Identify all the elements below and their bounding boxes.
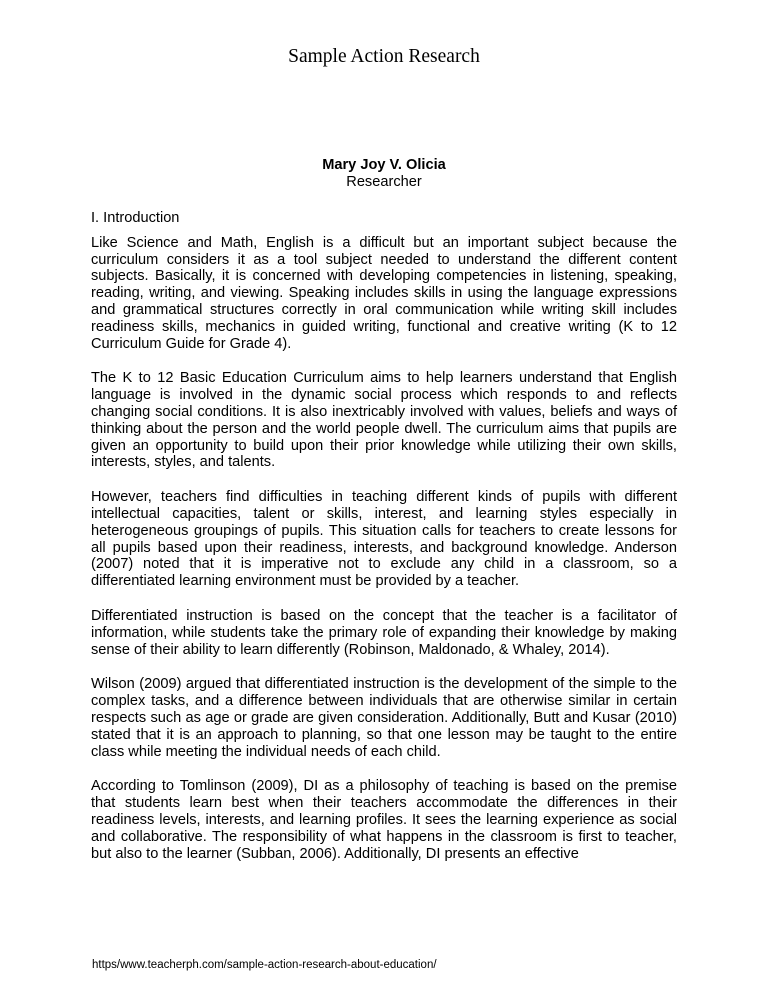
byline [0,157,768,191]
section-heading: I. Introduction [91,210,180,226]
page-footer [92,958,437,972]
paragraph-6: According to Tomlinson (2009), DI as a philosophy of teaching is based on the premise that students learn best when their teachers accommodate the differences in their readiness levels, interests, and learning profiles. It sees the learning experience as social and collaborative. The responsibility of what happens in the classroom is first to teacher, but also to the learner (Subban, 2006). Additionally, DI presents an effective [91,778,677,862]
author-name: Mary Joy V. Olicia [322,157,446,173]
paragraph-1: Like Science and Math, English is a difficult but an important subject because the curriculum considers it as a tool subject needed to understand the different content subjects. Basically, it is concerned with developing competencies in listening, speaking, reading, writing, and viewing. Speaking includes skills in using the language expressions and grammatical structures correctly in oral communication while writing skill includes readiness skills, mechanics in guided writing, functional and creative writing (K to 12 Curriculum Guide for Grade 4). [91,234,677,352]
page-title: Sample Action Research [288,46,480,67]
document-body [91,210,677,880]
paragraph-2: The K to 12 Basic Education Curriculum aims to help learners understand that English language is involved in the dynamic social process which responds to and reflects changing social conditions. It is also inextricably involved with values, beliefs and ways of thinking about the person and the world people dwell. The curriculum aims that pupils are given an opportunity to build upon their prior knowledge while utilizing their own skills, interests, styles, and talents. [91,370,677,471]
paragraph-4: Differentiated instruction is based on the concept that the teacher is a facilitator of information, while students take the primary role of expanding their knowledge by making sense of their ability to learn differently (Robinson, Maldonado, & Whaley, 2014). [91,607,677,658]
author-role: Researcher [346,174,422,190]
paragraph-3: However, teachers find difficulties in teaching different kinds of pupils with different intellectual capacities, talent or skills, interest, and learning styles especially in heterogeneous groupings of pupils. This situation calls for teachers to create lessons for all pupils based upon their readiness, interests, and background knowledge. Anderson (2007) noted that it is imperative not to exclude any child in a classroom, so a differentiated learning environment must be provided by a teacher. [91,489,677,590]
page-header [0,44,768,70]
footer-url: https/www.teacherph.com/sample-action-research-about-education/ [92,959,437,971]
paragraph-5: Wilson (2009) argued that differentiated instruction is the development of the simple to the complex tasks, and a difference between individuals that are otherwise similar in certain respects such as age or grade are given consideration. Additionally, Butt and Kusar (2010) stated that it is an approach to planning, so that one lesson may be taught to the entire class while meeting the individual needs of each child. [91,676,677,760]
